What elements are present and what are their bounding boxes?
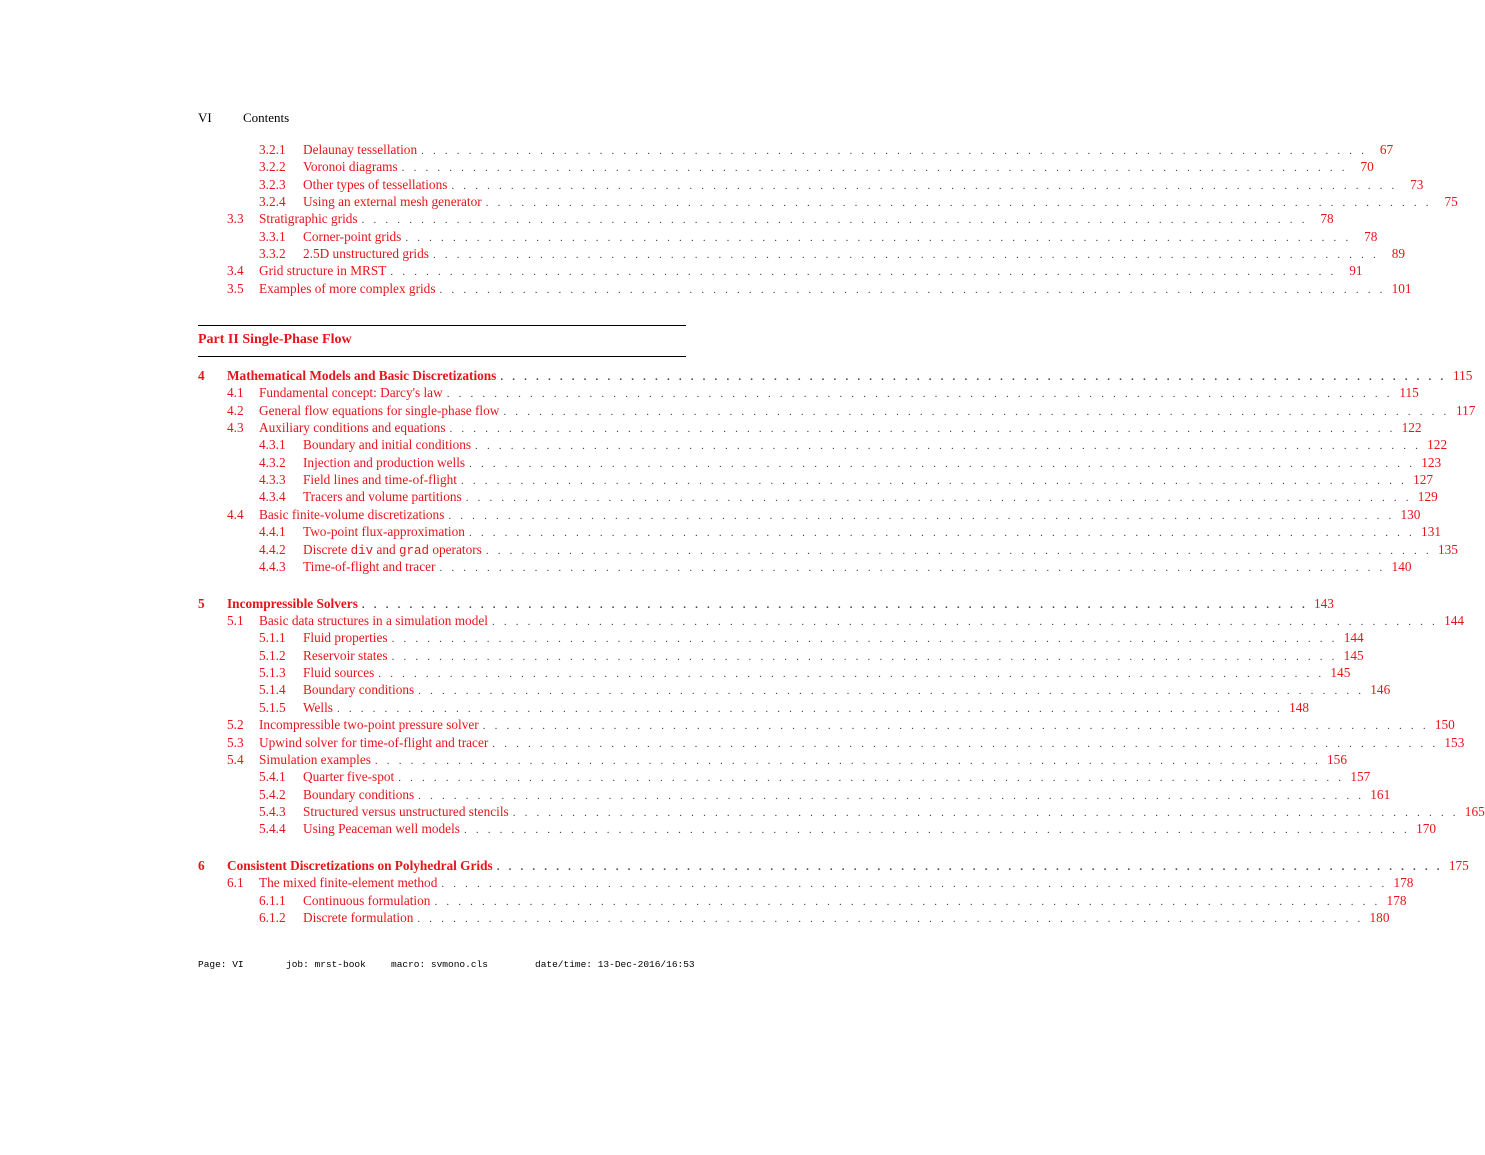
- toc-leader-dots: . . . . . . . . . . . . . . . . . . . . . . . . . . . . . . . . . . . . . . . . . . . . . . . . . . . . . . . . . . . . . . . . . . . . . . . . . . . . . . . .: [468, 527, 1415, 540]
- toc-entry-title: Simulation examples: [259, 751, 371, 767]
- toc-leader-dots: . . . . . . . . . . . . . . . . . . . . . . . . . . . . . . . . . . . . . . . . . . . . . . . . . . . . . . . . . . . . . . . . . . . . . . . . . . . . . . . .: [418, 789, 1365, 802]
- toc-entry-number: 5: [198, 595, 205, 611]
- part-title: Part II Single-Phase Flow: [198, 332, 352, 347]
- toc-leader-dots: . . . . . . . . . . . . . . . . . . . . . . . . . . . . . . . . . . . . . . . . . . . . . . . . . . . . . . . . . . . . . . . . . . . . . . . . . . . . . . . .: [439, 283, 1386, 296]
- toc-entry-title: Time-of-flight and tracer: [303, 558, 436, 574]
- toc-entry-page: 144: [1343, 630, 1364, 646]
- toc-leader-dots: . . . . . . . . . . . . . . . . . . . . . . . . . . . . . . . . . . . . . . . . . . . . . . . . . . . . . . . . . . . . . . . . . . . . . . . . . . . . . . . .: [405, 231, 1352, 244]
- toc-leader-dots: . . . . . . . . . . . . . . . . . . . . . . . . . . . . . . . . . . . . . . . . . . . . . . . . . . . . . . . . . . . . . . . . . . . . . . . . . . . . . . . .: [441, 878, 1388, 891]
- toc-entry-number: 3.5: [227, 280, 244, 296]
- toc-entry-title: Boundary and initial conditions: [303, 437, 472, 453]
- toc-entry-title: The mixed finite-element method: [259, 875, 438, 891]
- toc-entry-page: 130: [1400, 506, 1421, 522]
- toc-entry-title: 2.5D unstructured grids: [303, 246, 429, 262]
- toc-entry-number: 4.1: [227, 385, 244, 401]
- toc-entry-number: 6.1: [227, 875, 244, 891]
- toc-entry-title: Fluid properties: [303, 630, 388, 646]
- header-title: Contents: [243, 110, 290, 125]
- toc-entry-page: 175: [1448, 858, 1469, 874]
- toc-entry-number: 5.4.1: [259, 769, 286, 785]
- toc-entry-title: Fluid sources: [303, 665, 375, 681]
- toc-leader-dots: . . . . . . . . . . . . . . . . . . . . . . . . . . . . . . . . . . . . . . . . . . . . . . . . . . . . . . . . . . . . . . . . . . . . . . . . . . . . . . . .: [446, 388, 1393, 401]
- toc-entry-number: 3.2.4: [259, 194, 286, 210]
- toc-leader-dots: . . . . . . . . . . . . . . . . . . . . . . . . . . . . . . . . . . . . . . . . . . . . . . . . . . . . . . . . . . . . . . . . . . . . . . . . . . . . . . . .: [378, 668, 1325, 681]
- toc-leader-dots: . . . . . . . . . . . . . . . . . . . . . . . . . . . . . . . . . . . . . . . . . . . . . . . . . . . . . . . . . . . . . . . . . . . . . . . . . . . . . . . .: [361, 598, 1308, 611]
- toc-entry-title: Using an external mesh generator: [303, 194, 482, 210]
- toc-leader-dots: . . . . . . . . . . . . . . . . . . . . . . . . . . . . . . . . . . . . . . . . . . . . . . . . . . . . . . . . . . . . . . . . . . . . . . . . . . . . . . . .: [401, 162, 1348, 175]
- toc-entry-title: Boundary conditions: [303, 682, 415, 698]
- toc-entry-title: Two-point flux-approximation: [303, 524, 465, 540]
- toc-entry[interactable]: [198, 820, 1437, 837]
- toc-entry[interactable]: [198, 454, 1442, 471]
- toc-entry-number: 4.3.3: [259, 472, 286, 488]
- toc-entry-title: Field lines and time-of-flight: [303, 472, 457, 488]
- toc-leader-dots: . . . . . . . . . . . . . . . . . . . . . . . . . . . . . . . . . . . . . . . . . . . . . . . . . . . . . . . . . . . . . . . . . . . . . . . . . . . . . . . .: [439, 561, 1386, 574]
- toc-leader-dots: . . . . . . . . . . . . . . . . . . . . . . . . . . . . . . . . . . . . . . . . . . . . . . . . . . . . . . . . . . . . . . . . . . . . . . . . . . . . . . . .: [398, 772, 1345, 785]
- toc-entry-number: 5.4.2: [259, 786, 286, 802]
- toc-entry[interactable]: [198, 280, 1412, 297]
- toc-entry-page: 178: [1393, 875, 1414, 891]
- toc-entry-number: 5.4.3: [259, 803, 286, 819]
- toc-entry-page: 75: [1444, 194, 1458, 210]
- toc-entry-page: 131: [1421, 524, 1441, 540]
- toc-entry-page: 101: [1391, 280, 1412, 296]
- toc-entry-page: 165: [1464, 803, 1485, 819]
- toc-leader-dots: . . . . . . . . . . . . . . . . . . . . . . . . . . . . . . . . . . . . . . . . . . . . . . . . . . . . . . . . . . . . . . . . . . . . . . . . . . . . . . . .: [485, 197, 1432, 210]
- toc-entry[interactable]: [198, 558, 1412, 575]
- toc-entry-title: Discrete formulation: [303, 910, 414, 926]
- toc-entry-title: Reservoir states: [303, 647, 388, 663]
- toc-entry-page: 129: [1417, 489, 1438, 505]
- toc-entry-number: 4.3.1: [259, 437, 286, 453]
- toc-entry-page: 115: [1452, 368, 1473, 383]
- toc-entry-number: 3.2.2: [259, 159, 286, 175]
- toc-entry[interactable]: [198, 158, 1374, 175]
- toc-entry-number: 4.3.2: [259, 454, 286, 470]
- toc-entry-number: 5.1.3: [259, 665, 286, 681]
- footer-macro: macro: svmono.cls: [391, 959, 488, 970]
- footer-page: Page: VI: [198, 959, 244, 970]
- toc-entry-number: 6: [198, 858, 205, 874]
- toc-entry-number: 5.4: [227, 751, 244, 767]
- toc-entry-number: 4.4.2: [259, 541, 286, 557]
- toc-entry-page: 123: [1421, 454, 1442, 470]
- toc-entry-page: 122: [1427, 437, 1448, 453]
- toc-entry-number: 5.2: [227, 717, 244, 733]
- toc-leader-dots: . . . . . . . . . . . . . . . . . . . . . . . . . . . . . . . . . . . . . . . . . . . . . . . . . . . . . . . . . . . . . . . . . . . . . . . . . . . . . . . .: [432, 249, 1379, 262]
- toc-entry-title: Corner-point grids: [303, 228, 402, 244]
- toc-entry-page: 143: [1314, 595, 1334, 611]
- footer-job: job: mrst-book: [286, 959, 366, 970]
- toc-entry-title: Continuous formulation: [303, 892, 431, 908]
- toc-entry-number: 5.4.4: [259, 821, 286, 837]
- toc-entry-page: 67: [1379, 142, 1394, 157]
- toc-entry[interactable]: [198, 751, 1347, 768]
- toc-entry[interactable]: [198, 367, 1473, 384]
- toc-entry-title: Injection and production wells: [303, 454, 466, 470]
- toc-entry[interactable]: [198, 176, 1424, 193]
- toc-entry-page: 153: [1444, 734, 1465, 750]
- toc-entry-page: 170: [1416, 821, 1437, 837]
- toc-entry-title: Stratigraphic grids: [259, 211, 358, 227]
- toc-entry-number: 4.4.3: [259, 558, 286, 574]
- header-page-number: VI: [198, 110, 212, 125]
- toc-entry-title: Voronoi diagrams: [303, 159, 398, 175]
- toc-leader-dots: . . . . . . . . . . . . . . . . . . . . . . . . . . . . . . . . . . . . . . . . . . . . . . . . . . . . . . . . . . . . . . . . . . . . . . . . . . . . . . . .: [374, 754, 1321, 767]
- toc-entry-page: 144: [1444, 613, 1465, 629]
- toc-entry-number: 4.3.4: [259, 489, 286, 505]
- toc-entry[interactable]: [198, 419, 1422, 436]
- toc-entry-number: 6.1.2: [259, 910, 286, 926]
- toc-entry-page: 146: [1370, 682, 1391, 698]
- toc-entry[interactable]: [198, 402, 1476, 419]
- toc-entry[interactable]: [198, 471, 1434, 488]
- toc-entry-number: 6.1.1: [259, 892, 286, 908]
- toc-entry-title: Discrete div and grad operators: [303, 541, 482, 558]
- toc-entry[interactable]: [198, 716, 1455, 733]
- toc-entry-page: 78: [1320, 211, 1334, 227]
- toc-entry[interactable]: [198, 734, 1465, 751]
- toc-entry-page: 156: [1327, 751, 1347, 767]
- toc-leader-dots: . . . . . . . . . . . . . . . . . . . . . . . . . . . . . . . . . . . . . . . . . . . . . . . . . . . . . . . . . . . . . . . . . . . . . . . . . . . . . . . .: [448, 509, 1395, 522]
- toc-entry[interactable]: [198, 541, 1458, 558]
- toc-leader-dots: . . . . . . . . . . . . . . . . . . . . . . . . . . . . . . . . . . . . . . . . . . . . . . . . . . . . . . . . . . . . . . . . . . . . . . . . . . . . . . . .: [390, 266, 1337, 279]
- footer: [198, 959, 695, 973]
- toc-entry-title: Structured versus unstructured stencils: [303, 803, 509, 819]
- toc-entry-number: 3.3.2: [259, 246, 286, 262]
- toc-leader-dots: . . . . . . . . . . . . . . . . . . . . . . . . . . . . . . . . . . . . . . . . . . . . . . . . . . . . . . . . . . . . . . . . . . . . . . . . . . . . . . . .: [391, 650, 1338, 663]
- toc-entry[interactable]: [198, 262, 1363, 279]
- toc-entry-number: 3.4: [227, 263, 244, 279]
- toc-entry-number: 4.2: [227, 402, 244, 418]
- toc-entry-title: Other types of tessellations: [303, 176, 448, 192]
- toc-leader-dots: . . . . . . . . . . . . . . . . . . . . . . . . . . . . . . . . . . . . . . . . . . . . . . . . . . . . . . . . . . . . . . . . . . . . . . . . . . . . . . . .: [512, 806, 1459, 819]
- toc-entry[interactable]: [198, 857, 1469, 874]
- toc-entry-title: General flow equations for single-phase flow: [259, 402, 500, 418]
- toc-entry-page: 78: [1364, 228, 1378, 244]
- toc-entry-title: Basic finite-volume discretizations: [259, 506, 445, 522]
- toc-entry[interactable]: [198, 786, 1391, 803]
- toc-entry-page: 70: [1360, 159, 1374, 175]
- toc-leader-dots: . . . . . . . . . . . . . . . . . . . . . . . . . . . . . . . . . . . . . . . . . . . . . . . . . . . . . . . . . . . . . . . . . . . . . . . . . . . . . . . .: [491, 616, 1439, 629]
- toc-leader-dots: . . . . . . . . . . . . . . . . . . . . . . . . . . . . . . . . . . . . . . . . . . . . . . . . . . . . . . . . . . . . . . . . . . . . . . . . . . . . . . . .: [496, 861, 1443, 874]
- toc-entry-page: 127: [1413, 472, 1434, 488]
- toc-entry[interactable]: [198, 245, 1405, 262]
- toc-entry[interactable]: [198, 210, 1334, 227]
- toc-entry[interactable]: [198, 892, 1407, 909]
- toc-entry-title: Upwind solver for time-of-flight and tracer: [259, 734, 489, 750]
- toc-leader-dots: . . . . . . . . . . . . . . . . . . . . . . . . . . . . . . . . . . . . . . . . . . . . . . . . . . . . . . . . . . . . . . . . . . . . . . . . . . . . . . . .: [417, 913, 1364, 926]
- toc-entry-number: 3.3.1: [259, 228, 286, 244]
- toc-entry-number: 5.1: [227, 613, 244, 629]
- footer-date: date/time: 13-Dec-2016/16:53: [535, 959, 695, 970]
- toc-entry[interactable]: [198, 523, 1441, 540]
- toc-entry[interactable]: [198, 384, 1419, 401]
- toc-leader-dots: . . . . . . . . . . . . . . . . . . . . . . . . . . . . . . . . . . . . . . . . . . . . . . . . . . . . . . . . . . . . . . . . . . . . . . . . . . . . . . . .: [503, 405, 1450, 418]
- toc-entry-page: 135: [1437, 541, 1458, 557]
- toc-entry[interactable]: [198, 681, 1391, 698]
- toc-entry-title: Tracers and volume partitions: [303, 489, 462, 505]
- toc-leader-dots: . . . . . . . . . . . . . . . . . . . . . . . . . . . . . . . . . . . . . . . . . . . . . . . . . . . . . . . . . . . . . . . . . . . . . . . . . . . . . . . .: [449, 423, 1396, 436]
- toc-leader-dots: . . . . . . . . . . . . . . . . . . . . . . . . . . . . . . . . . . . . . . . . . . . . . . . . . . . . . . . . . . . . . . . . . . . . . . . . . . . . . . . .: [463, 824, 1411, 837]
- toc-entry-title: Delaunay tessellation: [303, 142, 418, 157]
- toc-entry-title: Boundary conditions: [303, 786, 415, 802]
- toc-entry[interactable]: [198, 595, 1334, 612]
- toc-leader-dots: . . . . . . . . . . . . . . . . . . . . . . . . . . . . . . . . . . . . . . . . . . . . . . . . . . . . . . . . . . . . . . . . . . . . . . . . . . . . . . . .: [418, 685, 1365, 698]
- toc-entry-page: 161: [1370, 786, 1391, 802]
- toc-entry-page: 145: [1343, 647, 1364, 663]
- toc-entry-number: 5.3: [227, 734, 244, 750]
- toc-leader-dots: . . . . . . . . . . . . . . . . . . . . . . . . . . . . . . . . . . . . . . . . . . . . . . . . . . . . . . . . . . . . . . . . . . . . . . . . . . . . . . . .: [482, 720, 1429, 733]
- toc-leader-dots: . . . . . . . . . . . . . . . . . . . . . . . . . . . . . . . . . . . . . . . . . . . . . . . . . . . . . . . . . . . . . . . . . . . . . . . . . . . . . . . .: [465, 492, 1412, 505]
- toc-entry[interactable]: [198, 874, 1414, 891]
- toc-entry-number: 3.2.1: [259, 142, 286, 157]
- toc-entry-page: 91: [1349, 263, 1363, 279]
- toc-leader-dots: . . . . . . . . . . . . . . . . . . . . . . . . . . . . . . . . . . . . . . . . . . . . . . . . . . . . . . . . . . . . . . . . . . . . . . . . . . . . . . . .: [336, 702, 1284, 715]
- toc-entry[interactable]: [198, 803, 1485, 820]
- toc-entry-page: 140: [1391, 558, 1412, 574]
- toc-leader-dots: . . . . . . . . . . . . . . . . . . . . . . . . . . . . . . . . . . . . . . . . . . . . . . . . . . . . . . . . . . . . . . . . . . . . . . . . . . . . . . . .: [434, 895, 1381, 908]
- toc-entry[interactable]: [198, 436, 1448, 453]
- toc-entry[interactable]: [198, 506, 1421, 523]
- toc-leader-dots: . . . . . . . . . . . . . . . . . . . . . . . . . . . . . . . . . . . . . . . . . . . . . . . . . . . . . . . . . . . . . . . . . . . . . . . . . . . . . . . .: [391, 633, 1338, 646]
- toc-leader-dots: . . . . . . . . . . . . . . . . . . . . . . . . . . . . . . . . . . . . . . . . . . . . . . . . . . . . . . . . . . . . . . . . . . . . . . . . . . . . . . . .: [492, 737, 1439, 750]
- toc-entry-number: 5.1.2: [259, 647, 286, 663]
- toc-entry[interactable]: [198, 612, 1465, 629]
- toc-entry-title: Using Peaceman well models: [303, 821, 460, 837]
- toc-leader-dots: . . . . . . . . . . . . . . . . . . . . . . . . . . . . . . . . . . . . . . . . . . . . . . . . . . . . . . . . . . . . . . . . . . . . . . . . . . . . . . . .: [485, 544, 1432, 557]
- toc-entry[interactable]: [198, 699, 1310, 716]
- toc-entry[interactable]: [198, 909, 1390, 926]
- toc-entry[interactable]: [198, 488, 1438, 505]
- toc-entry[interactable]: [198, 647, 1364, 664]
- toc-entry-page: 178: [1386, 892, 1407, 908]
- toc-entry-number: 4.4.1: [259, 524, 286, 540]
- toc-entry-page: 157: [1350, 769, 1371, 785]
- toc-leader-dots: . . . . . . . . . . . . . . . . . . . . . . . . . . . . . . . . . . . . . . . . . . . . . . . . . . . . . . . . . . . . . . . . . . . . . . . . . . . . . . . .: [451, 179, 1398, 192]
- toc-entry-number: 4: [198, 368, 205, 383]
- toc-entry[interactable]: [198, 193, 1458, 210]
- toc-entry-number: 5.1.4: [259, 682, 286, 698]
- toc-entry-title: Wells: [303, 699, 333, 715]
- toc-leader-dots: . . . . . . . . . . . . . . . . . . . . . . . . . . . . . . . . . . . . . . . . . . . . . . . . . . . . . . . . . . . . . . . . . . . . . . . . . . . . . . . .: [500, 371, 1447, 383]
- toc-entry-title: Quarter five-spot: [303, 769, 395, 785]
- toc-entry-page: 122: [1401, 420, 1422, 436]
- toc-leader-dots: . . . . . . . . . . . . . . . . . . . . . . . . . . . . . . . . . . . . . . . . . . . . . . . . . . . . . . . . . . . . . . . . . . . . . . . . . . . . . . . .: [475, 440, 1422, 453]
- toc-entry-page: 150: [1434, 717, 1455, 733]
- toc-entry-number: 5.1.5: [259, 699, 286, 715]
- toc-entry-title: Fundamental concept: Darcy's law: [259, 385, 443, 401]
- toc-entry-page: 145: [1330, 665, 1351, 681]
- toc-leader-dots: . . . . . . . . . . . . . . . . . . . . . . . . . . . . . . . . . . . . . . . . . . . . . . . . . . . . . . . . . . . . . . . . . . . . . . . . . . . . . . . .: [361, 214, 1308, 227]
- toc-entry-title: Mathematical Models and Basic Discretizations: [227, 368, 497, 383]
- toc-entry[interactable]: [198, 141, 1394, 158]
- toc-entry-number: 3.2.3: [259, 176, 286, 192]
- toc-entry-page: 148: [1289, 699, 1310, 715]
- toc-entry[interactable]: [198, 228, 1378, 245]
- toc-entry-number: 4.4: [227, 506, 244, 522]
- toc-entry-page: 117: [1456, 402, 1476, 418]
- toc-entry-page: 89: [1391, 246, 1405, 262]
- toc-entry-page: 180: [1369, 910, 1390, 926]
- toc-entry-title: Consistent Discretizations on Polyhedral Grids: [227, 858, 493, 874]
- part-heading[interactable]: [198, 325, 686, 357]
- toc-entry-page: 115: [1399, 385, 1419, 401]
- toc-entry[interactable]: [198, 629, 1364, 646]
- running-header: [198, 110, 686, 126]
- toc-entry-title: Examples of more complex grids: [259, 280, 436, 296]
- toc-leader-dots: . . . . . . . . . . . . . . . . . . . . . . . . . . . . . . . . . . . . . . . . . . . . . . . . . . . . . . . . . . . . . . . . . . . . . . . . . . . . . . . .: [461, 475, 1408, 488]
- toc-leader-dots: . . . . . . . . . . . . . . . . . . . . . . . . . . . . . . . . . . . . . . . . . . . . . . . . . . . . . . . . . . . . . . . . . . . . . . . . . . . . . . . .: [421, 145, 1368, 157]
- toc-entry-title: Incompressible two-point pressure solver: [259, 717, 479, 733]
- toc-entry-title: Basic data structures in a simulation model: [259, 613, 488, 629]
- toc-entry-page: 73: [1410, 176, 1424, 192]
- toc-entry-title: Auxiliary conditions and equations: [259, 420, 446, 436]
- toc-leader-dots: . . . . . . . . . . . . . . . . . . . . . . . . . . . . . . . . . . . . . . . . . . . . . . . . . . . . . . . . . . . . . . . . . . . . . . . . . . . . . . . .: [469, 457, 1416, 470]
- toc-entry-title: Grid structure in MRST: [259, 263, 387, 279]
- toc-entry[interactable]: [198, 768, 1371, 785]
- toc-entry-number: 4.3: [227, 420, 244, 436]
- toc-entry-title: Incompressible Solvers: [227, 595, 358, 611]
- toc-entry[interactable]: [198, 664, 1351, 681]
- toc-entry-number: 5.1.1: [259, 630, 286, 646]
- toc-entry-number: 3.3: [227, 211, 244, 227]
